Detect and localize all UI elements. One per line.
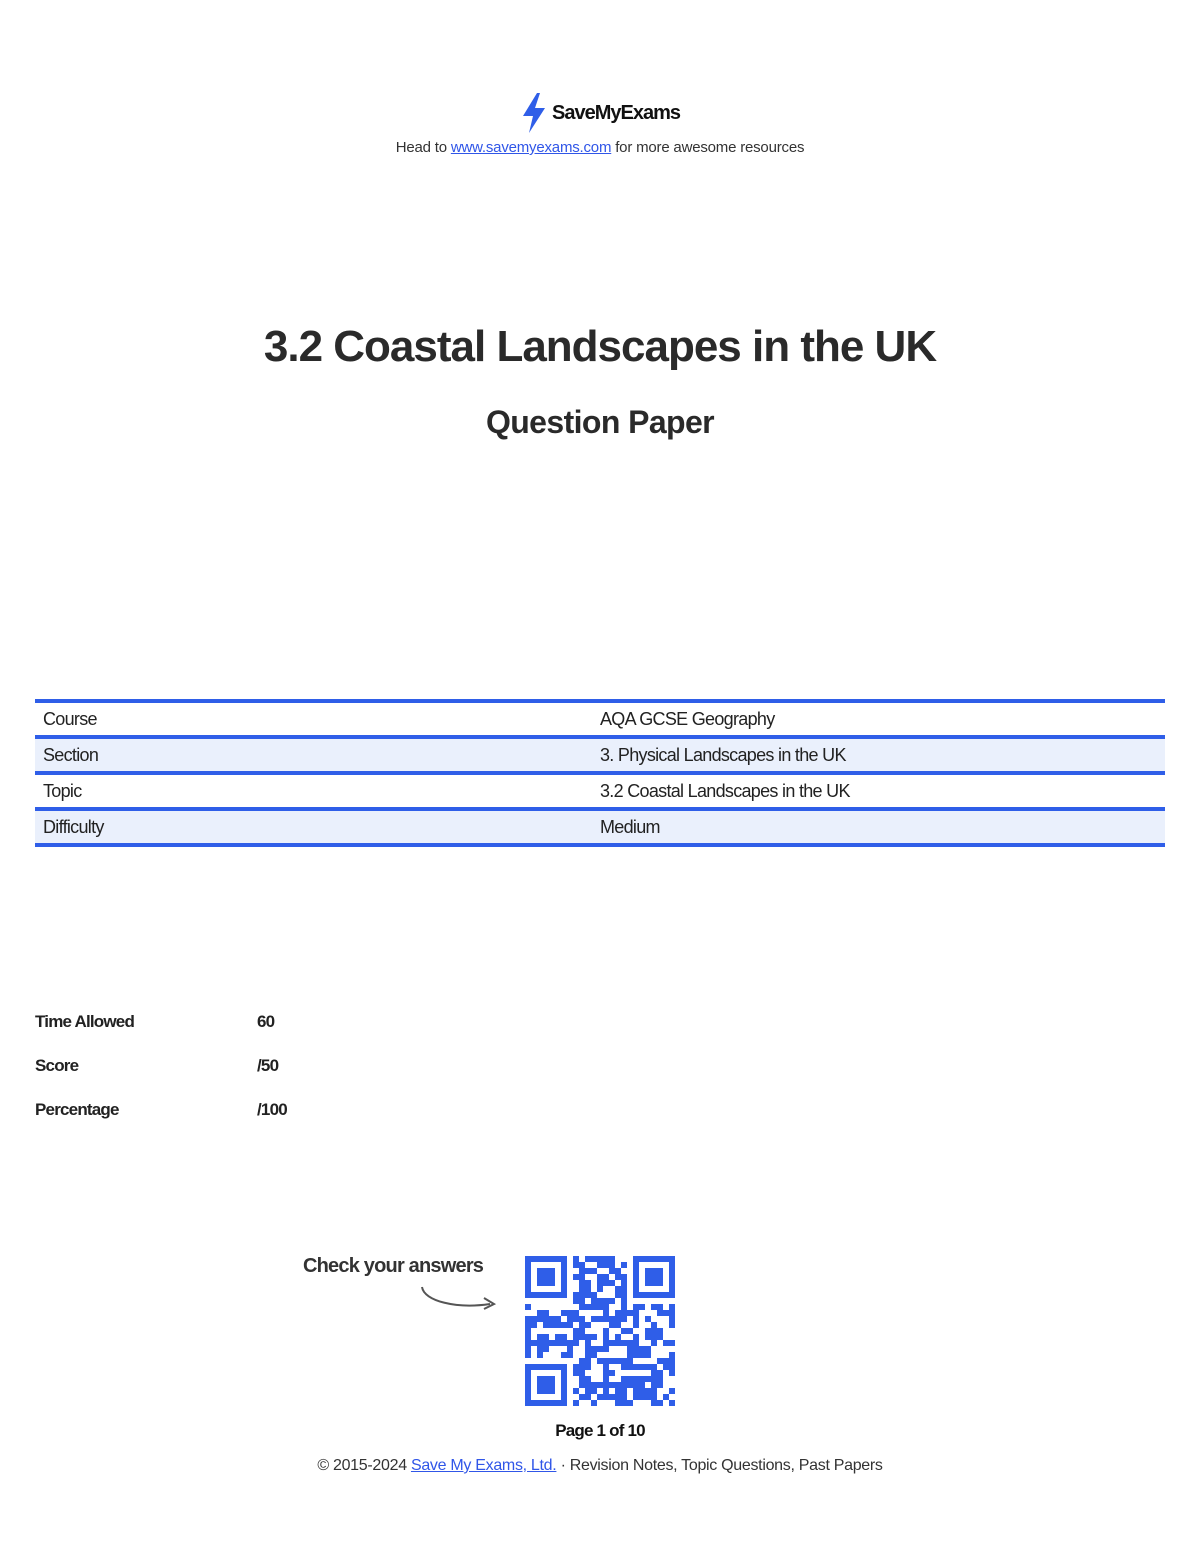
table-row bbox=[35, 809, 1165, 845]
table-row bbox=[35, 773, 1165, 809]
row-value: AQA GCSE Geography bbox=[592, 701, 1165, 737]
page-subtitle: Question Paper bbox=[485, 404, 715, 440]
meta-row-score bbox=[35, 1044, 287, 1088]
course-info-table bbox=[35, 699, 1165, 847]
check-answers-label: Check your answers bbox=[303, 1255, 484, 1277]
row-label: Section bbox=[35, 737, 592, 773]
row-label: Difficulty bbox=[35, 809, 592, 845]
page-number: Page 1 of 10 bbox=[555, 1421, 645, 1440]
meta-value: /50 bbox=[257, 1056, 279, 1075]
website-link[interactable]: www.savemyexams.com bbox=[450, 139, 612, 156]
meta-label: Time Allowed bbox=[35, 1012, 135, 1031]
qr-code-icon[interactable] bbox=[525, 1256, 675, 1406]
page-footer: © 2015-2024 Save My Exams, Ltd. · Revision Notes, Topic Questions, Past Papers bbox=[317, 1457, 883, 1474]
page-header bbox=[0, 92, 1200, 156]
table-row bbox=[35, 701, 1165, 737]
company-link[interactable]: Save My Exams, Ltd. bbox=[410, 1457, 557, 1474]
exam-meta bbox=[35, 1000, 287, 1132]
row-value: 3.2 Coastal Landscapes in the UK bbox=[592, 773, 1165, 809]
row-value: Medium bbox=[592, 809, 1165, 845]
meta-row-time bbox=[35, 1000, 287, 1044]
row-label: Topic bbox=[35, 773, 592, 809]
resources-note: Head to www.savemyexams.com for more awesome resources bbox=[395, 139, 805, 156]
curved-arrow-icon bbox=[416, 1283, 500, 1317]
lightning-bolt-icon bbox=[520, 92, 548, 134]
brand-name: SaveMyExams bbox=[552, 101, 680, 124]
table-row bbox=[35, 737, 1165, 773]
page-title: 3.2 Coastal Landscapes in the UK bbox=[263, 322, 937, 371]
meta-row-percentage bbox=[35, 1088, 287, 1132]
meta-value: 60 bbox=[257, 1012, 275, 1031]
meta-label: Score bbox=[35, 1056, 79, 1075]
row-value: 3. Physical Landscapes in the UK bbox=[592, 737, 1165, 773]
meta-value: /100 bbox=[257, 1100, 287, 1119]
brand-logo[interactable] bbox=[520, 92, 680, 134]
meta-label: Percentage bbox=[35, 1100, 119, 1119]
row-label: Course bbox=[35, 701, 592, 737]
